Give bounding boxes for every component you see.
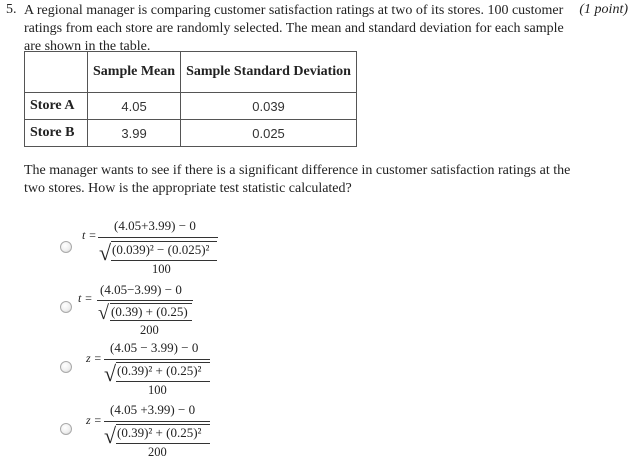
table-header-empty xyxy=(25,52,88,93)
radio-button[interactable] xyxy=(60,301,72,313)
table-row-label: Store B xyxy=(25,120,88,147)
table-row xyxy=(25,120,357,147)
sqrt-icon: √ xyxy=(104,361,117,386)
inner-fraction-bar xyxy=(116,381,210,382)
table-header-mean: Sample Mean xyxy=(88,52,181,93)
formula-radicand: (0.39) + (0.25) xyxy=(111,304,188,319)
formula-lhs: z = xyxy=(86,413,102,427)
answer-option-2[interactable] xyxy=(60,282,260,342)
fraction-bar xyxy=(104,359,210,360)
question-number: 5. xyxy=(6,2,17,17)
sample-size: 200 xyxy=(148,445,167,459)
radio-button[interactable] xyxy=(60,241,72,253)
table-cell-sd: 0.039 xyxy=(181,93,357,120)
formula-lhs: z = xyxy=(86,351,102,365)
answer-option-3[interactable] xyxy=(60,340,260,400)
table-cell-mean: 3.99 xyxy=(88,120,181,147)
fraction-bar xyxy=(98,237,218,238)
table-cell-mean: 4.05 xyxy=(88,93,181,120)
table-row xyxy=(25,93,357,120)
table-header-sd: Sample Standard Deviation xyxy=(181,52,357,93)
radio-button[interactable] xyxy=(60,423,72,435)
formula-radicand: (0.39)² + (0.25)² xyxy=(117,363,202,378)
sample-size: 200 xyxy=(140,323,159,337)
formula-lhs: t = xyxy=(82,228,97,242)
formula-numerator: (4.05 − 3.99) − 0 xyxy=(110,340,199,355)
answer-option-4[interactable] xyxy=(60,402,260,462)
sqrt-icon: √ xyxy=(104,423,117,448)
question-prompt: The manager wants to see if there is a significant difference in customer satisfaction ratings at the two stores. How is the appropriate test statistic calculated? xyxy=(24,163,571,196)
sample-size: 100 xyxy=(152,262,171,276)
inner-fraction-bar xyxy=(111,260,217,261)
statistics-table xyxy=(24,51,357,147)
question-text: A regional manager is comparing customer satisfaction ratings at two of its stores. 100 customer ratings from each store are randomly selected. The mean and standard deviation for each sample are shown in the table. xyxy=(24,3,564,54)
formula-numerator: (4.05+3.99) − 0 xyxy=(114,218,196,233)
table-header-row xyxy=(25,52,357,93)
fraction-bar xyxy=(97,300,193,301)
answer-option-1[interactable] xyxy=(60,218,260,278)
question-points: (1 point) xyxy=(579,2,628,17)
table-cell-sd: 0.025 xyxy=(181,120,357,147)
formula-lhs: t = xyxy=(78,291,93,305)
radio-button[interactable] xyxy=(60,361,72,373)
sqrt-icon: √ xyxy=(98,302,109,324)
sample-size: 100 xyxy=(148,383,167,397)
fraction-bar xyxy=(104,421,210,422)
table-row-label: Store A xyxy=(25,93,88,120)
formula-numerator: (4.05 +3.99) − 0 xyxy=(110,402,196,417)
inner-fraction-bar xyxy=(116,443,210,444)
formula-numerator: (4.05−3.99) − 0 xyxy=(100,282,182,297)
inner-fraction-bar xyxy=(110,320,192,321)
formula-radicand: (0.39)² + (0.25)² xyxy=(117,425,202,440)
formula-radicand: (0.039)² − (0.025)² xyxy=(112,242,210,257)
sqrt-icon: √ xyxy=(99,240,112,265)
